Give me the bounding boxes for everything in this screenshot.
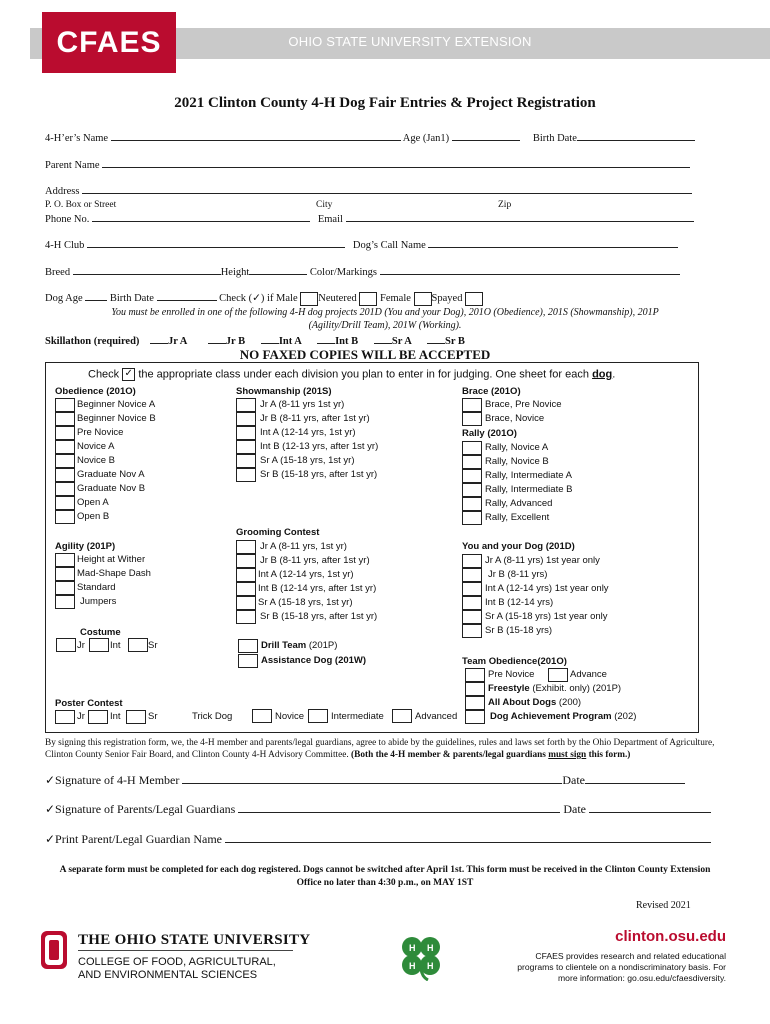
phone-input[interactable]: [92, 212, 310, 222]
showmanship-checkbox[interactable]: [236, 468, 256, 482]
print-name-label: ✓Print Parent/Legal Guardian Name: [45, 832, 222, 846]
advance-checkbox[interactable]: [548, 668, 568, 682]
obedience-item: Beginner Novice A: [77, 399, 156, 410]
brace-title: Brace (201O): [462, 386, 521, 397]
freestyle-checkbox[interactable]: [465, 682, 485, 696]
neutered-checkbox[interactable]: [359, 292, 377, 306]
address-label: Address: [45, 186, 80, 197]
achievement-rest: (202): [614, 711, 637, 722]
rally-checkbox[interactable]: [462, 469, 482, 483]
skillathon-sra: Sr A: [391, 336, 412, 347]
grooming-checkbox[interactable]: [236, 596, 256, 610]
osu-block-o-svg: [40, 930, 68, 970]
showmanship-item: Sr B (15-18 yrs, after 1st yr): [260, 469, 378, 480]
agility-item: Standard: [77, 582, 116, 593]
rally-checkbox[interactable]: [462, 455, 482, 469]
footer-divider: [78, 950, 293, 951]
club-row: [45, 238, 678, 251]
obedience-item: Novice B: [77, 455, 116, 466]
grooming-checkbox[interactable]: [236, 554, 256, 568]
dog-age-row: [45, 291, 483, 306]
svg-text:H: H: [409, 961, 416, 971]
achievement-bold: Dog Achievement Program: [490, 711, 612, 722]
address-input[interactable]: [82, 184, 692, 194]
grooming-item: Sr B (15-18 yrs, after 1st yr): [260, 611, 378, 622]
obedience-item: Open B: [77, 511, 110, 522]
agility-item: Jumpers: [80, 596, 117, 607]
breed-input[interactable]: [73, 265, 221, 275]
name-row: [45, 131, 695, 144]
obedience-title: Obedience (201O): [55, 386, 136, 397]
osu-block-o-icon: [40, 930, 68, 970]
costume-item: Int: [110, 640, 121, 651]
skillathon-row: [45, 334, 465, 347]
rally-item: Rally, Intermediate A: [485, 470, 572, 481]
rally-checkbox[interactable]: [462, 511, 482, 525]
showmanship-item: Sr A (15-18 yrs, 1st yr): [260, 455, 355, 466]
rally-checkbox[interactable]: [462, 441, 482, 455]
team-obedience-title: Team Obedience(201O): [462, 656, 567, 667]
trick-item: Advanced: [415, 711, 458, 722]
skillathon-srb: Sr B: [444, 336, 465, 347]
parent-signature-input[interactable]: [238, 801, 560, 813]
achievement-checkbox[interactable]: [465, 710, 485, 724]
costume-checkbox[interactable]: [56, 638, 76, 652]
footnote-line-2: Office no later than 4:30 p.m., on MAY 1ST: [296, 878, 474, 888]
all-about-bold: All About Dogs: [488, 697, 557, 708]
email-input[interactable]: [346, 212, 694, 222]
obedience-checkbox[interactable]: [55, 496, 75, 510]
trick-checkbox[interactable]: [392, 709, 412, 723]
showmanship-checkbox[interactable]: [236, 398, 256, 412]
skillathon-srb-line[interactable]: [427, 334, 445, 344]
instructions: [88, 368, 615, 381]
skillathon-jra: Jr A: [167, 336, 187, 347]
agility-item: Mad-Shape Dash: [77, 568, 151, 579]
disclaimer-line-3: more information: go.osu.edu/cfaesdiversity.: [558, 973, 726, 983]
agility-checkbox[interactable]: [55, 553, 75, 567]
color-input[interactable]: [380, 265, 680, 275]
no-fax-notice: NO FAXED COPIES WILL BE ACCEPTED: [239, 347, 491, 362]
grooming-item: Int A (12-14 yrs, 1st yr): [258, 569, 354, 580]
grooming-item: Jr A (8-11 yrs, 1st yr): [260, 541, 347, 552]
obedience-item: Graduate Nov A: [77, 469, 145, 480]
svg-text:H: H: [409, 943, 416, 953]
you-and-dog-item: Sr A (15-18 yrs) 1st year only: [485, 611, 608, 622]
costume-checkbox[interactable]: [128, 638, 148, 652]
rally-item: Rally, Novice B: [485, 456, 549, 467]
grooming-item: Jr B (8-11 yrs, after 1st yr): [260, 555, 370, 566]
member-signature-label: ✓Signature of 4-H Member: [45, 773, 180, 787]
agility-title: Agility (201P): [55, 541, 116, 552]
poster-item: Jr: [77, 711, 85, 722]
checkmark-icon: ✓: [122, 368, 135, 381]
rally-item: Rally, Intermediate B: [485, 484, 573, 495]
poster-item: Int: [110, 711, 121, 722]
showmanship-checkbox[interactable]: [236, 454, 256, 468]
you-and-dog-checkbox[interactable]: [462, 596, 482, 610]
agreement-text: By signing this registration form, we, the 4-H member and parents/legal guardians, agree to abide by the guidelines, rules and laws set forth by the Ohio Department of Agriculture, Clinton County Senior Fair Board, and Clinton County 4-H Advisory Committee.: [45, 738, 715, 760]
grooming-checkbox[interactable]: [236, 540, 256, 554]
showmanship-checkbox[interactable]: [236, 440, 256, 454]
footnote-line-1: A separate form must be completed for each dog registered. Dogs cannot be switched after April 1st. This form must be received in the Clinton County Extension: [59, 865, 711, 875]
cfaes-logo: CFAES: [42, 12, 176, 73]
pre-novice-checkbox[interactable]: [465, 668, 485, 682]
parent-date-label: Date: [563, 802, 586, 816]
obedience-item: Novice A: [77, 441, 115, 452]
grooming-title: Grooming Contest: [236, 527, 320, 538]
showmanship-item: Jr B (8-11 yrs, after 1st yr): [260, 413, 370, 424]
male-checkbox[interactable]: [300, 292, 318, 306]
college-line-2: AND ENVIRONMENTAL SCIENCES: [78, 969, 258, 981]
phone-row: [45, 212, 694, 225]
dogs-call-name-label: Dog’s Call Name: [352, 240, 426, 251]
trick-checkbox[interactable]: [252, 709, 272, 723]
showmanship-checkbox[interactable]: [236, 426, 256, 440]
brace-checkbox[interactable]: [462, 412, 482, 426]
po-box-caption: P. O. Box or Street: [45, 200, 117, 210]
skillathon-label: Skillathon (required): [45, 336, 140, 347]
female-label: Female: [380, 293, 411, 304]
drill-team-checkbox[interactable]: [238, 639, 258, 653]
obedience-item: Open A: [77, 497, 109, 508]
skillathon-jrb-line[interactable]: [208, 334, 226, 344]
project-note-2: (Agility/Drill Team), 201W (Working).: [308, 320, 462, 331]
trick-item: Intermediate: [331, 711, 384, 722]
city-caption: City: [316, 200, 333, 210]
costume-item: Jr: [77, 640, 85, 651]
poster-checkbox[interactable]: [88, 710, 108, 724]
age-label: Age (Jan1): [402, 133, 450, 144]
breed-row: [45, 265, 680, 278]
obedience-item: Graduate Nov B: [77, 483, 146, 494]
rally-checkbox[interactable]: [462, 497, 482, 511]
dog-age-label: Dog Age: [45, 293, 83, 304]
drill-team-code: (201P): [308, 640, 338, 651]
parent-date-input[interactable]: [589, 801, 711, 813]
you-and-dog-item: Jr A (8-11 yrs) 1st year only: [485, 555, 600, 566]
skillathon-inta-line[interactable]: [261, 334, 279, 344]
rally-title: Rally (201O): [462, 428, 517, 439]
spayed-checkbox[interactable]: [465, 292, 483, 306]
poster-title: Poster Contest: [55, 698, 123, 709]
showmanship-item: Jr A (8-11 yrs 1st yr): [260, 399, 345, 410]
grooming-item: Sr A (15-18 yrs, 1st yr): [258, 597, 353, 608]
grooming-item: Int B (12-14 yrs, after 1st yr): [258, 583, 377, 594]
grooming-checkbox[interactable]: [236, 568, 256, 582]
spayed-label: Spayed: [431, 293, 463, 304]
college-line-1: COLLEGE OF FOOD, AGRICULTURAL,: [78, 956, 276, 968]
all-about-dogs-label: [488, 697, 581, 708]
drill-team-bold: Drill Team: [261, 640, 307, 651]
agility-checkbox[interactable]: [55, 595, 75, 609]
osu-wordmark: THE OHIO STATE UNIVERSITY: [78, 932, 311, 948]
freestyle-bold: Freestyle: [488, 683, 530, 694]
disclaimer-line-2: programs to clientele on a nondiscriminatory basis. For: [517, 962, 726, 972]
costume-title: Costume: [80, 627, 121, 638]
birth-date-input[interactable]: [577, 131, 695, 141]
neutered-label: Neutered: [318, 293, 357, 304]
member-signature-input[interactable]: [182, 772, 562, 784]
obedience-checkbox[interactable]: [55, 398, 75, 412]
print-name-input[interactable]: [225, 831, 711, 843]
skillathon-jra-line[interactable]: [150, 334, 168, 344]
you-and-dog-item: Int B (12-14 yrs): [485, 597, 554, 608]
member-signature-row: [45, 772, 685, 788]
breed-label: Breed: [45, 267, 71, 278]
achievement-label: [490, 711, 636, 722]
color-label: Color/Markings: [309, 267, 377, 278]
showmanship-item: Int B (12-13 yrs, after 1st yr): [260, 441, 379, 452]
agreement-bold-end: this form.): [588, 750, 631, 760]
instructions-post: the appropriate class under each division you plan to enter in for judging. One sheet for each: [138, 368, 589, 381]
parent-row: [45, 158, 690, 171]
parent-name-input[interactable]: [102, 158, 690, 168]
all-about-dogs-checkbox[interactable]: [465, 696, 485, 710]
club-label: 4-H Club: [45, 240, 85, 251]
instructions-pre: Check: [88, 368, 120, 381]
grooming-checkbox[interactable]: [236, 610, 256, 624]
poster-item: Sr: [148, 711, 158, 722]
showmanship-checkbox[interactable]: [236, 412, 256, 426]
assistance-dog-checkbox[interactable]: [238, 654, 258, 668]
you-and-dog-checkbox[interactable]: [462, 582, 482, 596]
agility-checkbox[interactable]: [55, 567, 75, 581]
skillathon-sra-line[interactable]: [374, 334, 392, 344]
svg-text:H: H: [427, 961, 434, 971]
grooming-checkbox[interactable]: [236, 582, 256, 596]
parent-signature-label: ✓Signature of Parents/Legal Guardians: [45, 802, 236, 816]
member-date-label: Date: [562, 773, 586, 787]
drill-team-label: [261, 640, 337, 651]
height-input[interactable]: [249, 265, 307, 275]
costume-checkbox[interactable]: [89, 638, 109, 652]
freestyle-rest: (Exhibit. only) (201P): [532, 683, 622, 694]
you-and-dog-title: You and your Dog (201D): [462, 541, 575, 552]
trick-dog-title: Trick Dog: [192, 711, 233, 722]
revised-note: Revised 2021: [636, 900, 691, 911]
parent-signature-row: [45, 801, 711, 817]
rally-checkbox[interactable]: [462, 483, 482, 497]
zip-caption: Zip: [498, 200, 512, 210]
obedience-item: Beginner Novice B: [77, 413, 156, 424]
you-and-dog-checkbox[interactable]: [462, 624, 482, 638]
disclaimer-line-1: CFAES provides research and related educational: [535, 951, 726, 961]
print-name-row: [45, 831, 711, 847]
skillathon-intb: Int B: [335, 336, 359, 347]
page-title: 2021 Clinton County 4-H Dog Fair Entries & Project Registration: [174, 95, 596, 111]
dog-birth-date-input[interactable]: [157, 291, 217, 301]
member-date-input[interactable]: [585, 772, 685, 784]
obedience-checkbox[interactable]: [55, 454, 75, 468]
you-and-dog-item: Sr B (15-18 yrs): [485, 625, 553, 636]
agreement: [45, 737, 735, 761]
you-and-dog-checkbox[interactable]: [462, 554, 482, 568]
instructions-emph: dog: [592, 368, 613, 381]
rally-item: Rally, Novice A: [485, 442, 549, 453]
obedience-checkbox[interactable]: [55, 412, 75, 426]
agility-checkbox[interactable]: [55, 581, 75, 595]
header-band-text: OHIO STATE UNIVERSITY EXTENSION: [288, 34, 532, 49]
you-and-dog-checkbox[interactable]: [462, 610, 482, 624]
agility-item: Height at Wither: [77, 554, 146, 565]
you-and-dog-checkbox[interactable]: [462, 568, 482, 582]
club-input[interactable]: [87, 238, 345, 248]
rally-item: Rally, Excellent: [485, 512, 550, 523]
brace-item: Brace, Pre Novice: [485, 399, 562, 410]
poster-checkbox[interactable]: [126, 710, 146, 724]
skillathon-intb-line[interactable]: [317, 334, 335, 344]
project-note: You must be enrolled in one of the following 4-H dog projects 201D (You and your Dog), 201O (Obedience), 201S (Showmanship), 201P: [111, 307, 659, 318]
skillathon-jrb: Jr B: [225, 336, 246, 347]
obedience-checkbox[interactable]: [55, 440, 75, 454]
dog-age-input[interactable]: [85, 291, 107, 301]
advance-label: Advance: [570, 669, 607, 680]
obedience-item: Pre Novice: [77, 427, 124, 438]
agreement-bold: (Both the 4-H member & parents/legal guardians: [351, 750, 546, 760]
freestyle-label: [488, 683, 621, 694]
obedience-checkbox[interactable]: [55, 510, 75, 524]
svg-text:H: H: [427, 943, 434, 953]
obedience-checkbox[interactable]: [55, 468, 75, 482]
agreement-underline: must sign: [548, 750, 587, 760]
brace-checkbox[interactable]: [462, 398, 482, 412]
birth-date-label: Birth Date: [532, 133, 577, 144]
name-input[interactable]: [111, 131, 401, 141]
name-label: 4-H’er’s Name: [45, 133, 109, 144]
email-label: Email: [317, 214, 343, 225]
address-row: [45, 184, 692, 197]
showmanship-item: Int A (12-14 yrs, 1st yr): [260, 427, 356, 438]
showmanship-title: Showmanship (201S): [236, 386, 332, 397]
parent-name-label: Parent Name: [45, 160, 100, 171]
costume-item: Sr: [148, 640, 158, 651]
you-and-dog-item: Jr B (8-11 yrs): [488, 569, 548, 580]
extension-url[interactable]: clinton.osu.edu: [615, 928, 726, 945]
trick-checkbox[interactable]: [308, 709, 328, 723]
4h-clover-icon: [398, 933, 444, 981]
instructions-end: .: [612, 368, 616, 381]
height-label: Height: [220, 267, 250, 278]
4h-clover-svg: [398, 933, 444, 981]
poster-checkbox[interactable]: [55, 710, 75, 724]
dog-birth-date-label: Birth Date: [109, 293, 154, 304]
pre-novice-label: Pre Novice: [488, 669, 535, 680]
age-input[interactable]: [452, 131, 520, 141]
female-checkbox[interactable]: [414, 292, 432, 306]
phone-label: Phone No.: [45, 214, 90, 225]
you-and-dog-item: Int A (12-14 yrs) 1st year only: [485, 583, 609, 594]
dogs-call-name-input[interactable]: [428, 238, 678, 248]
all-about-rest: (200): [558, 697, 582, 708]
brace-item: Brace, Novice: [485, 413, 545, 424]
obedience-checkbox[interactable]: [55, 482, 75, 496]
check-if-label: Check (✓) if Male: [219, 293, 298, 304]
trick-item: Novice: [275, 711, 305, 722]
rally-item: Rally, Advanced: [485, 498, 553, 509]
obedience-checkbox[interactable]: [55, 426, 75, 440]
skillathon-inta: Int A: [278, 336, 302, 347]
assistance-dog-label: Assistance Dog (201W): [261, 655, 367, 666]
